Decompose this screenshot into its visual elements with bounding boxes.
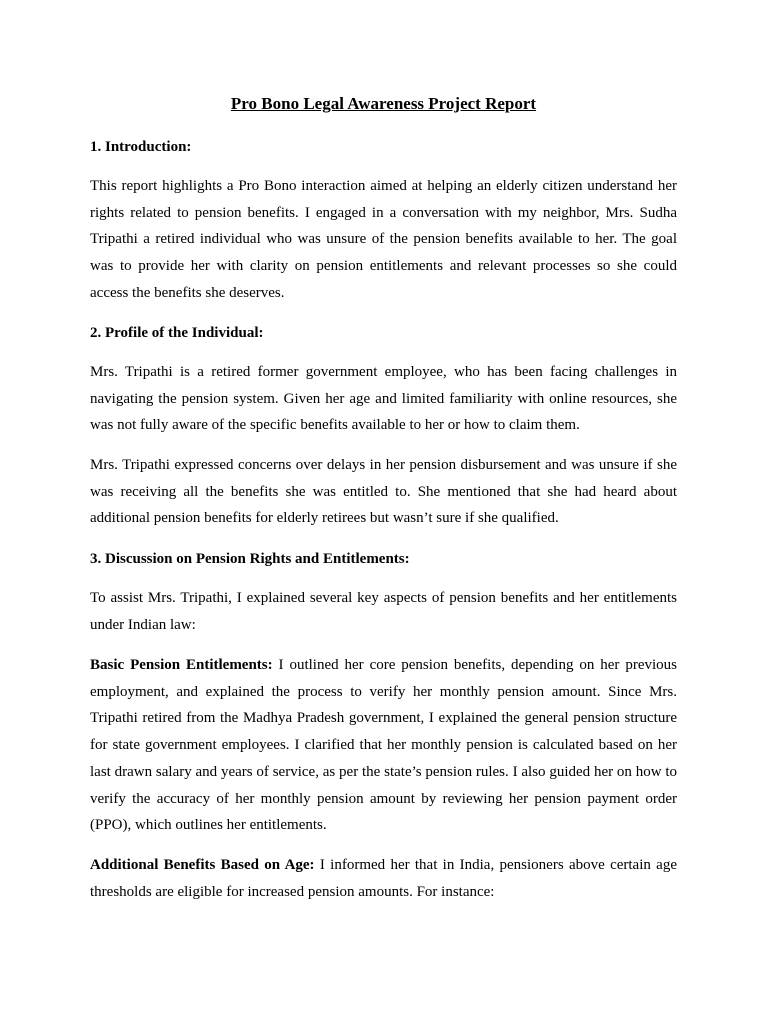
introduction-paragraph: This report highlights a Pro Bono interaction aimed at helping an elderly citizen understand her rights related to pension benefits. I engaged in a conversation with my neighbor, Mrs. Sudha Tripathi a retired individual who was unsure of the pension benefits available to her. The goal was to provide her with clarity on pension entitlements and relevant processes so she could access the benefits she deserves. bbox=[90, 178, 677, 301]
section-heading-discussion: 3. Discussion on Pension Rights and Entitlements: bbox=[90, 551, 410, 567]
document-title: Pro Bono Legal Awareness Project Report bbox=[230, 94, 537, 113]
additional-benefits-text: I informed her that in India, pensioners above certain age thresholds are eligible for increased pension amounts. For instance: bbox=[90, 857, 678, 900]
basic-pension-text: I outlined her core pension benefits, depending on her previous employment, and explained the process to verify her monthly pension amount. Since Mrs. Tripathi retired from the Madhya Pradesh government, I explained the general pension structure for state government employees. I clarified that her monthly pension is calculated based on her last drawn salary and years of service, as per the state’s pension rules. I also guided her on how to verify the accuracy of her monthly pension amount by reviewing her pension payment order (PPO), which outlines her entitlements. bbox=[90, 657, 677, 834]
additional-benefits-paragraph bbox=[90, 852, 677, 905]
basic-pension-paragraph bbox=[90, 652, 677, 839]
profile-paragraph-1: Mrs. Tripathi is a retired former government employee, who has been facing challenges in navigating the pension system. Given her age and limited familiarity with online resources, she was not fully aware of the specific benefits available to her or how to claim them. bbox=[90, 364, 677, 434]
basic-pension-lead: Basic Pension Entitlements: bbox=[90, 657, 273, 673]
section-heading-profile: 2. Profile of the Individual: bbox=[90, 325, 264, 341]
profile-paragraph-2: Mrs. Tripathi expressed concerns over delays in her pension disbursement and was unsure if she was receiving all the benefits she was entitled to. She mentioned that she had heard about additional pension benefits for elderly retirees but wasn’t sure if she qualified. bbox=[90, 457, 677, 527]
additional-benefits-lead: Additional Benefits Based on Age: bbox=[90, 857, 315, 873]
section-heading-introduction: 1. Introduction: bbox=[90, 139, 192, 155]
discussion-intro-paragraph: To assist Mrs. Tripathi, I explained several key aspects of pension benefits and her entitlements under Indian law: bbox=[90, 590, 677, 633]
